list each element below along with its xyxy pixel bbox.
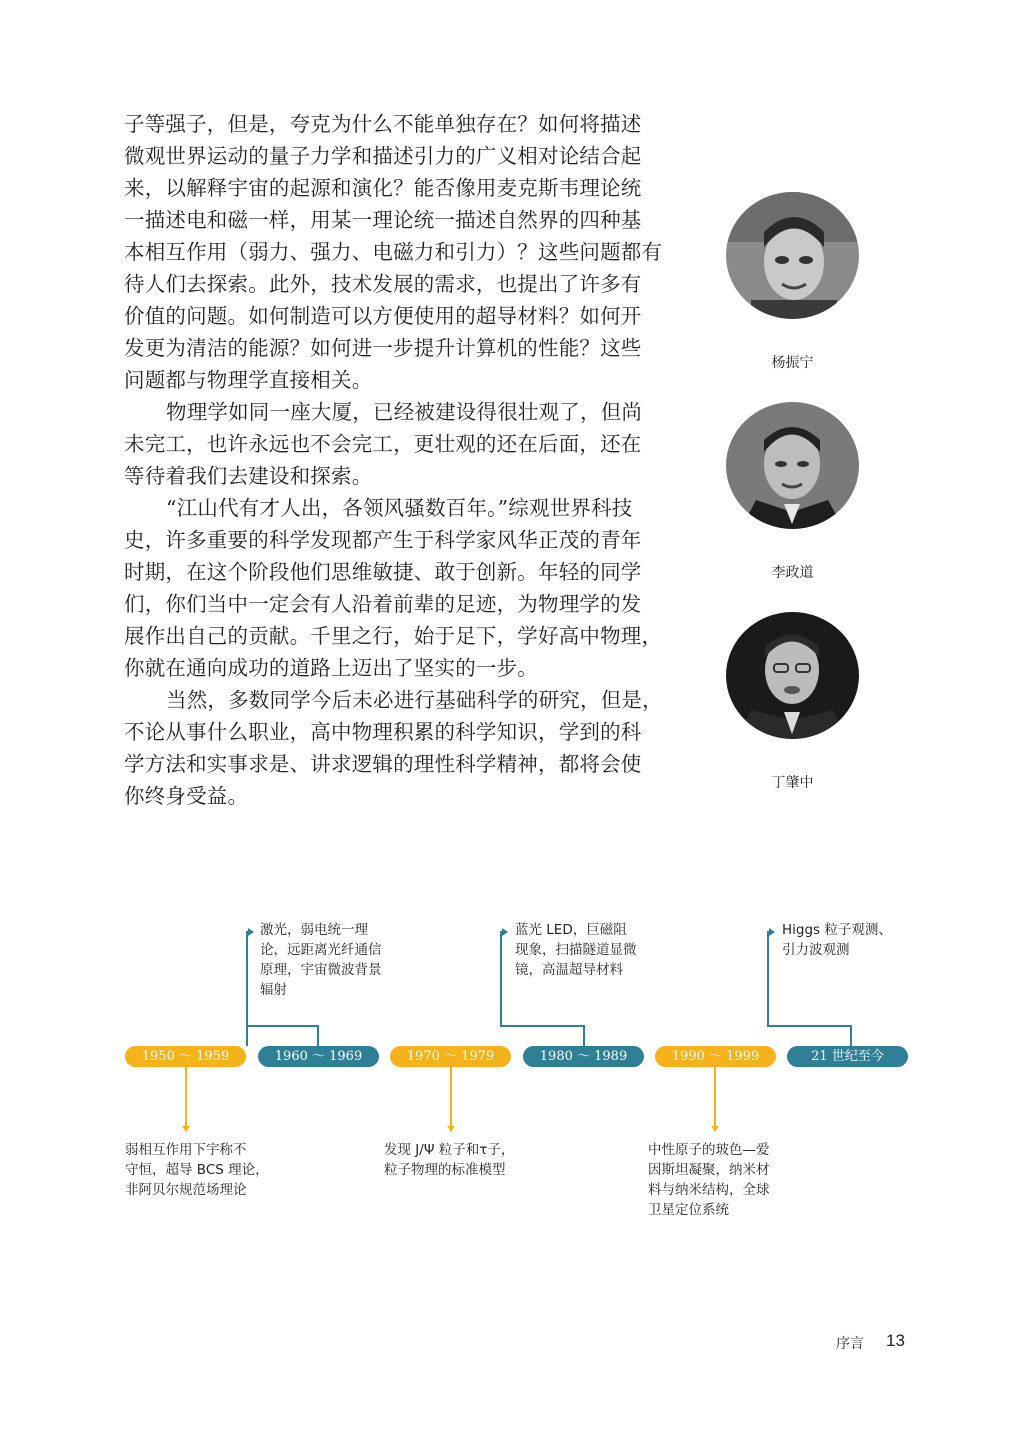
connector-line bbox=[583, 1025, 585, 1046]
text-line: 们，你们当中一定会有人沿着前辈的足迹，为物理学的发 bbox=[124, 592, 642, 616]
event-line: 粒子物理的标准模型 bbox=[384, 1162, 506, 1178]
arrow-icon bbox=[769, 928, 775, 936]
timeline-event bbox=[125, 1140, 269, 1200]
text-line: 史，许多重要的科学发现都产生于科学家风华正茂的青年 bbox=[124, 528, 642, 552]
event-line: 非阿贝尔规范场理论 bbox=[125, 1182, 247, 1198]
event-line: 激光，弱电统一理 bbox=[260, 922, 368, 938]
timeline-event bbox=[384, 1140, 514, 1180]
text-line: 未完工，也许永远也不会完工，更壮观的还在后面，还在 bbox=[124, 432, 642, 456]
portrait-image bbox=[726, 402, 859, 529]
text-line: 一描述电和磁一样，用某一理论统一描述自然界的四种基 bbox=[124, 208, 642, 232]
arrow-icon bbox=[447, 1126, 455, 1132]
event-line: 弱相互作用下宇称不 bbox=[125, 1142, 247, 1158]
timeline-period: 21 世纪至今 bbox=[787, 1046, 908, 1067]
connector-line bbox=[450, 1067, 452, 1128]
connector-line bbox=[850, 1025, 852, 1046]
event-line: 原理，宇宙微波背景 bbox=[260, 962, 382, 978]
portrait-caption: 杨振宁 bbox=[771, 355, 814, 371]
portrait-image bbox=[726, 192, 859, 319]
text-line: 来，以解释宇宙的起源和演化？能否像用麦克斯韦理论统 bbox=[124, 176, 642, 200]
text-line: 不论从事什么职业，高中物理积累的科学知识，学到的科 bbox=[124, 720, 642, 744]
event-line: Higgs 粒子观测、 bbox=[782, 922, 892, 938]
event-line: 卫星定位系统 bbox=[648, 1202, 729, 1218]
text-line: 本相互作用（弱力、强力、电磁力和引力）？这些问题都有 bbox=[124, 240, 663, 264]
portrait-photo bbox=[726, 192, 859, 319]
body-text bbox=[124, 108, 663, 812]
event-line: 辐射 bbox=[260, 982, 287, 998]
text-line: 你终身受益。 bbox=[124, 784, 249, 808]
timeline-event bbox=[782, 920, 892, 960]
text-line: 物理学如同一座大厦，已经被建设得很壮观了，但尚 bbox=[166, 400, 643, 424]
connector-line bbox=[767, 931, 769, 1027]
arrow-icon bbox=[248, 928, 254, 936]
portrait-caption: 丁肇中 bbox=[771, 775, 814, 791]
connector-line bbox=[500, 931, 502, 1027]
section-label: 序言 bbox=[836, 1336, 864, 1352]
connector-line bbox=[317, 1025, 319, 1046]
text-line: “江山代有才人出，各领风骚数百年。”综观世界科技 bbox=[166, 496, 633, 520]
event-line: 论，远距离光纤通信 bbox=[260, 942, 382, 958]
timeline-period: 1990 ～ 1999 bbox=[655, 1046, 776, 1067]
text-line: 等待着我们去建设和探索。 bbox=[124, 464, 373, 488]
connector-line bbox=[246, 1025, 318, 1027]
event-line: 中性原子的玻色—爱 bbox=[648, 1142, 770, 1158]
portrait-photo bbox=[726, 612, 859, 739]
text-line: 当然，多数同学今后未必进行基础科学的研究，但是， bbox=[166, 688, 663, 712]
text-line: 时期，在这个阶段他们思维敏捷、敢于创新。年轻的同学 bbox=[124, 560, 642, 584]
timeline-period: 1980 ～ 1989 bbox=[523, 1046, 644, 1067]
arrow-icon bbox=[182, 1126, 190, 1132]
page-number: 13 bbox=[886, 1331, 905, 1350]
text-line: 学方法和实事求是、讲求逻辑的理性科学精神，都将会使 bbox=[124, 752, 642, 776]
text-line: 子等强子，但是，夸克为什么不能单独存在？如何将描述 bbox=[124, 112, 642, 136]
timeline-period: 1970 ～ 1979 bbox=[390, 1046, 511, 1067]
event-line: 发现 J/Ψ 粒子和τ子， bbox=[384, 1142, 515, 1158]
text-line: 你就在通向成功的道路上迈出了坚实的一步。 bbox=[124, 656, 538, 680]
connector-line bbox=[714, 1067, 716, 1128]
portrait-photo bbox=[726, 402, 859, 529]
event-line: 现象，扫描隧道显微 bbox=[515, 942, 637, 958]
connector-line bbox=[246, 931, 248, 1046]
arrow-icon bbox=[711, 1126, 719, 1132]
event-line: 蓝光 LED，巨磁阻 bbox=[515, 922, 627, 938]
timeline-period: 1960 ～ 1969 bbox=[258, 1046, 379, 1067]
timeline-event bbox=[260, 920, 382, 1000]
text-line: 展作出自己的贡献。千里之行，始于足下，学好高中物理， bbox=[124, 624, 663, 648]
text-line: 发更为清洁的能源？如何进一步提升计算机的性能？这些 bbox=[124, 336, 642, 360]
event-line: 引力波观测 bbox=[782, 942, 850, 958]
text-line: 微观世界运动的量子力学和描述引力的广义相对论结合起 bbox=[124, 144, 642, 168]
arrow-icon bbox=[502, 928, 508, 936]
text-line: 问题都与物理学直接相关。 bbox=[124, 368, 373, 392]
text-line: 价值的问题。如何制造可以方便使用的超导材料？如何开 bbox=[124, 304, 642, 328]
timeline-period: 1950 ～ 1959 bbox=[125, 1046, 246, 1067]
event-line: 镜，高温超导材料 bbox=[515, 962, 623, 978]
connector-line bbox=[185, 1067, 187, 1128]
text-line: 待人们去探索。此外，技术发展的需求，也提出了许多有 bbox=[124, 272, 642, 296]
event-line: 因斯坦凝聚，纳米材 bbox=[648, 1162, 770, 1178]
portrait-image bbox=[726, 612, 859, 739]
portrait-caption: 李政道 bbox=[771, 565, 814, 581]
timeline-event bbox=[648, 1140, 770, 1220]
timeline-event bbox=[515, 920, 637, 980]
event-line: 守恒，超导 BCS 理论， bbox=[125, 1162, 269, 1178]
connector-line bbox=[767, 1025, 851, 1027]
connector-line bbox=[500, 1025, 584, 1027]
event-line: 料与纳米结构，全球 bbox=[648, 1182, 770, 1198]
